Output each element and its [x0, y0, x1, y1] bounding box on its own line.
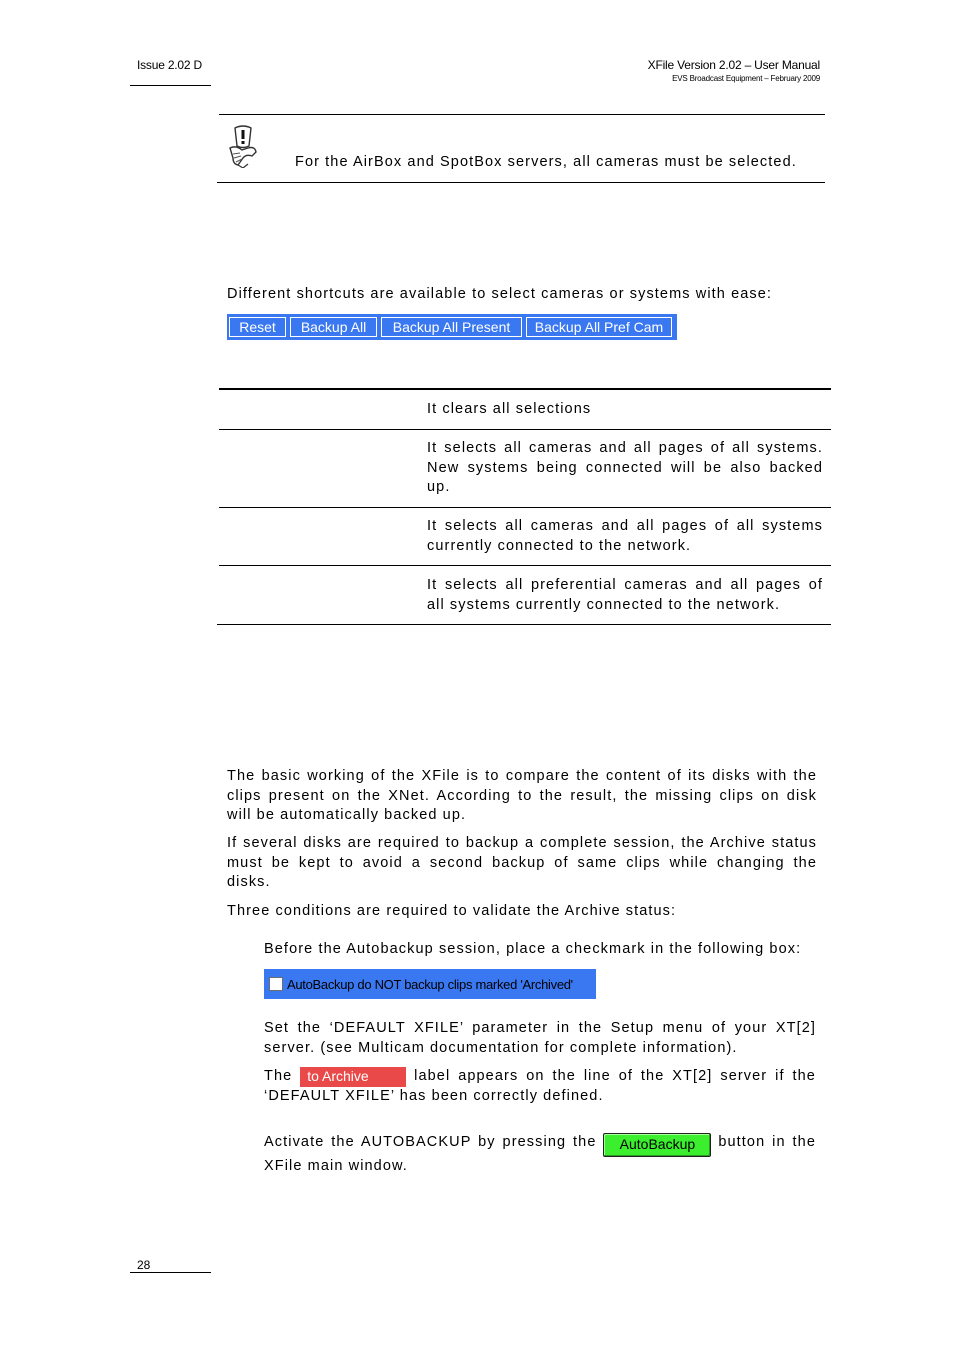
step-3-prefix: The — [264, 1068, 293, 1084]
reset-button[interactable]: Reset — [229, 317, 286, 337]
step-2-text: Set the ‘DEFAULT XFILE’ parameter in the Setup menu of your XT[2] server. (see Multicam documentation for complete information). — [264, 1020, 816, 1056]
archive-paragraph-3: Three conditions are required to validate the Archive status: — [227, 903, 677, 919]
backup-all-pref-cam-button[interactable]: Backup All Pref Cam — [526, 317, 672, 337]
archive-paragraph-1: The basic working of the XFile is to compare the content of its disks with the clips present on the XNet. According to the result, the missing clips on disk will be automatically backed up. — [227, 768, 817, 823]
warning-hand-icon — [226, 124, 260, 168]
header-rule — [130, 85, 211, 86]
note-top-rule — [219, 114, 825, 115]
step-3-text — [264, 1067, 816, 1107]
backup-all-present-button[interactable]: Backup All Present — [381, 317, 522, 337]
autobackup-checkbox-bar — [264, 969, 596, 999]
shortcuts-intro: Different shortcuts are available to select cameras or systems with ease: — [227, 286, 773, 302]
footer-rule — [130, 1272, 211, 1273]
table-divider — [219, 565, 831, 566]
shortcut-button-bar — [227, 314, 677, 340]
step-4-text — [264, 1133, 816, 1177]
issue-label: Issue 2.02 D — [137, 58, 202, 72]
to-archive-label: to Archive — [300, 1067, 406, 1087]
backup-all-button[interactable]: Backup All — [290, 317, 377, 337]
step-3-suffix: label appears on the line of the XT[2] server if the ‘DEFAULT XFILE’ has been correctly defined. — [264, 1068, 816, 1104]
step-4-prefix: Activate the AUTOBACKUP by pressing the — [264, 1134, 597, 1150]
page-number: 28 — [137, 1258, 151, 1272]
table-top-rule — [219, 388, 831, 390]
table-divider — [219, 429, 831, 430]
manual-title: XFile Version 2.02 – User Manual — [647, 58, 820, 72]
note-text: For the AirBox and SpotBox servers, all cameras must be selected. — [295, 154, 797, 170]
table-divider — [219, 507, 831, 508]
table-row: It selects all cameras and all pages of all systems. New systems being connected will be also backed up. — [427, 440, 823, 495]
archive-paragraph-2: If several disks are required to backup a complete session, the Archive status must be kept to avoid a second backup of same clips while changing the disks. — [227, 835, 817, 890]
publisher-date: EVS Broadcast Equipment – February 2009 — [672, 74, 820, 83]
table-row: It selects all cameras and all pages of all systems currently connected to the network. — [427, 518, 823, 554]
autobackup-button[interactable]: AutoBackup — [603, 1133, 711, 1157]
archived-checkbox[interactable] — [269, 977, 283, 991]
step-4-suffix: button in the XFile main window. — [264, 1134, 816, 1174]
table-bottom-rule — [217, 624, 831, 625]
table-row: It clears all selections — [427, 401, 592, 417]
checkbox-label: AutoBackup do NOT backup clips marked 'Archived' — [287, 976, 573, 992]
table-row: It selects all preferential cameras and all pages of all systems currently connected to the network. — [427, 577, 823, 613]
note-bottom-rule — [217, 182, 825, 183]
step-1-text: Before the Autobackup session, place a checkmark in the following box: — [264, 941, 802, 957]
